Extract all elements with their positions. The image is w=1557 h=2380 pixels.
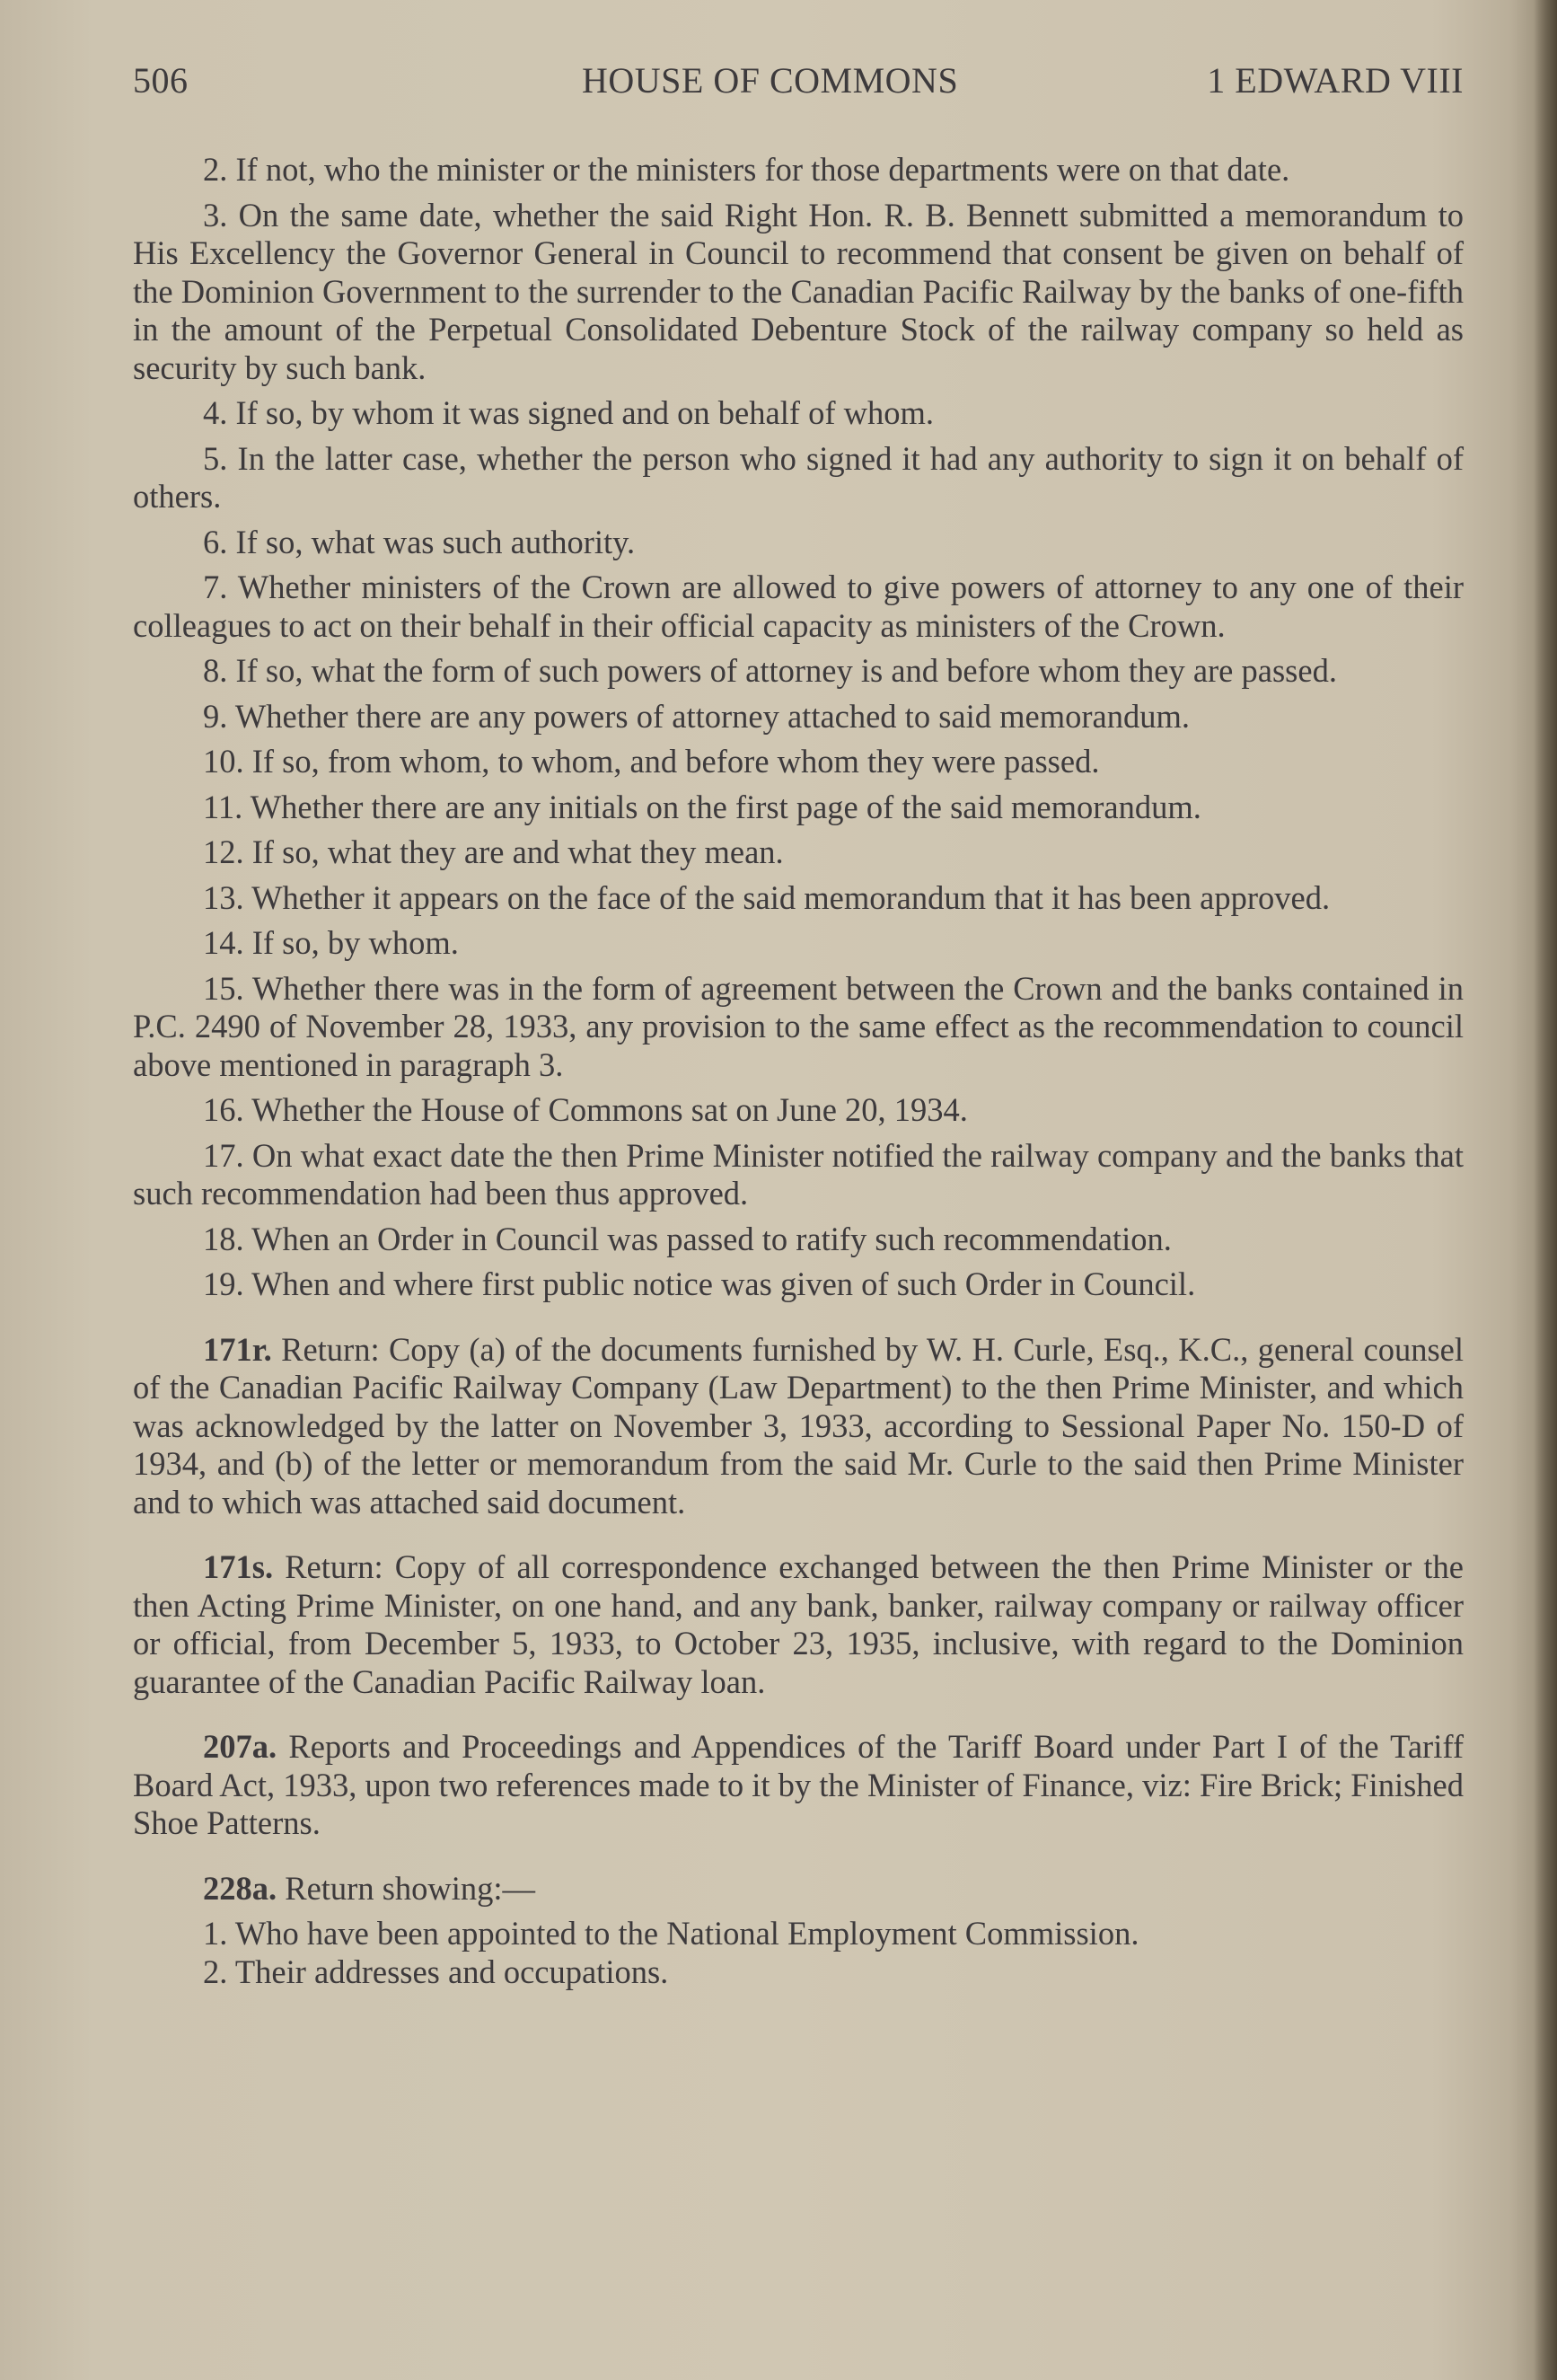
question-paragraph: 13. Whether it appears on the face of the said memorandum that it has been approved. [203, 878, 1331, 916]
session-label: 1 EDWARD VIII [1207, 60, 1464, 101]
entry-text: Reports and Proceedings and Appendices of the Tariff Board under Part I of the Tariff Board Act, 1933, upon two references made to it by the Minister of Finance, viz: Fire Brick; Finished Shoe Patterns. [133, 1728, 1464, 1841]
question-paragraph: 14. If so, by whom. [203, 924, 459, 961]
question-paragraph: 17. On what exact date the then Prime Minister notified the railway company and the banks that such recommendation had been thus approved. [133, 1136, 1464, 1212]
running-header [133, 56, 1464, 106]
entry-number: 207a. [203, 1728, 277, 1765]
question-paragraph: 7. Whether ministers of the Crown are allowed to give powers of attorney to any one of their colleagues to act on their behalf in their official capacity as ministers of the Crown. [133, 569, 1464, 644]
question-paragraph: 4. If so, by whom it was signed and on behalf of whom. [203, 394, 935, 431]
sessional-entry-228a [133, 1870, 1464, 1908]
sessional-entry-171s [133, 1548, 1464, 1701]
question-paragraph: 10. If so, from whom, to whom, and before whom they were passed. [203, 743, 1100, 780]
list-item: 1. Who have been appointed to the National Employment Commission. [203, 1915, 1139, 1952]
sessional-entry-171r [133, 1331, 1464, 1522]
question-paragraph: 2. If not, who the minister or the ministers for those departments were on that date. [203, 151, 1290, 188]
entry-number: 171r. [203, 1330, 272, 1368]
question-paragraph: 9. Whether there are any powers of attorney attached to said memorandum. [203, 697, 1190, 735]
question-paragraph: 19. When and where first public notice was given of such Order in Council. [203, 1265, 1196, 1302]
list-item: 2. Their addresses and occupations. [203, 1952, 669, 1990]
question-paragraph: 16. Whether the House of Commons sat on June 20, 1934. [203, 1091, 968, 1128]
question-paragraph: 12. If so, what they are and what they mean. [203, 833, 784, 870]
question-paragraph: 18. When an Order in Council was passed to ratify such recommendation. [203, 1220, 1172, 1257]
running-title: HOUSE OF COMMONS [582, 60, 959, 101]
question-paragraph: 6. If so, what was such authority. [203, 523, 636, 560]
page-number: 506 [133, 60, 189, 101]
entry-text: Return: Copy of all correspondence exchanged between the then Prime Minister or the then Acting Prime Minister, on one hand, and any bank, banker, railway company or railway officer or official, from December 5, 1933, to October 23, 1935, inclusive, with regard to the Dominion guarantee of the Canadian Pacific Railway loan. [133, 1548, 1464, 1700]
question-paragraph: 15. Whether there was in the form of agreement between the Crown and the banks contained in P.C. 2490 of November 28, 1933, any provision to the same effect as the recommendation to council above mentioned in paragraph 3. [133, 969, 1464, 1083]
question-paragraph: 5. In the latter case, whether the person who signed it had any authority to sign it on behalf of others. [133, 439, 1464, 515]
entry-text: Return: Copy (a) of the documents furnished by W. H. Curle, Esq., K.C., general counsel of the Canadian Pacific Railway Company (Law Department) to the then Prime Minister, and which was acknowledged by the latter on November 3, 1933, according to Sessional Paper No. 150-D of 1934, and (b) of the letter or memorandum from the said Mr. Curle to the said then Prime Minister and to which was attached said document. [133, 1330, 1464, 1521]
binding-shadow [1534, 0, 1557, 2380]
body-text [133, 151, 1464, 1991]
question-paragraph: 11. Whether there are any initials on the first page of the said memorandum. [203, 788, 1201, 825]
entry-number: 171s. [203, 1548, 274, 1585]
entry-text: Return showing:— [277, 1869, 536, 1907]
entry-number: 228a. [203, 1869, 277, 1907]
question-paragraph: 3. On the same date, whether the said Right Hon. R. B. Bennett submitted a memorandum to His Excellency the Governor General in Council to recommend that consent be given on behalf of the Dominion Government to the surrender to the Canadian Pacific Railway by the banks of one-fifth in the amount of the Perpetual Consolidated Debenture Stock of the railway company so held as security by such bank. [133, 196, 1464, 386]
question-paragraph: 8. If so, what the form of such powers of attorney is and before whom they are passed. [203, 652, 1337, 689]
sessional-entry-207a [133, 1728, 1464, 1843]
